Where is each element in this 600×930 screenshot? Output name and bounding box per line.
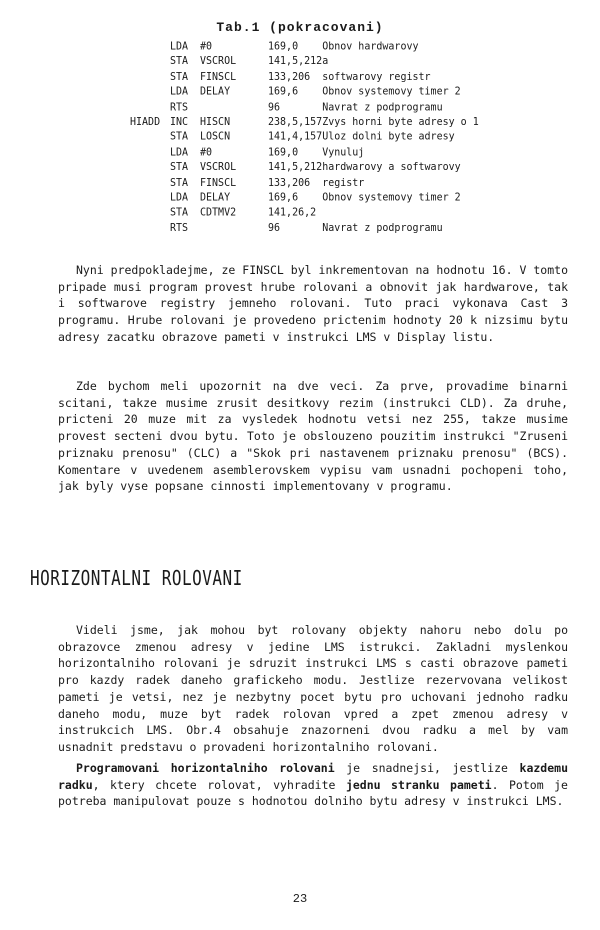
cell-opcode: STA [170, 207, 189, 219]
bold-phrase: jednu stranku pameti [345, 777, 492, 792]
section-heading: HORIZONTALNI ROLOVANI [30, 566, 243, 590]
paragraph-horizontal-programming [58, 760, 568, 810]
cell-operand [200, 222, 268, 237]
cell-opcode: RTS [170, 101, 189, 114]
cell-operand: FINSCL [200, 71, 237, 83]
listing-row [130, 55, 482, 70]
cell-operand: CDTMV2 [200, 207, 237, 219]
cell-comment: Obnov systemovy timer 2 [322, 86, 461, 98]
cell-opcode: STA [170, 177, 189, 189]
cell-comment: Navrat z podprogramu [322, 222, 443, 235]
cell-opcode: INC [170, 116, 189, 129]
cell-bytes: 133,206 [268, 71, 311, 83]
cell-bytes: 141,4,157 [268, 131, 323, 144]
cell-label [130, 70, 170, 85]
cell-comment: a [322, 56, 329, 68]
cell-bytes: 96 [268, 222, 281, 235]
listing-row [130, 70, 482, 85]
cell-label [130, 222, 170, 237]
cell-label [130, 101, 170, 116]
listing-row [130, 206, 482, 221]
cell-comment: Vynuluj [322, 146, 365, 159]
cell-comment: Obnov hardwarovy [322, 41, 419, 53]
paragraph-text: je snadnejsi, jestlize [334, 761, 520, 775]
cell-operand: #0 [200, 41, 213, 53]
table-title: Tab.1 (pokracovani) [216, 20, 384, 35]
cell-label [130, 85, 170, 100]
cell-opcode: RTS [170, 222, 189, 235]
cell-bytes: 169,0 [268, 41, 299, 53]
page-number: 23 [292, 892, 308, 906]
cell-bytes: 169,6 [268, 86, 299, 98]
cell-comment: Zvys horni byte adresy o 1 [322, 116, 479, 129]
paragraph-binary-addition [58, 378, 568, 495]
cell-bytes: 238,5,157 [268, 116, 323, 129]
listing-row [130, 222, 482, 237]
cell-comment: hardwarovy a softwarovy [322, 162, 461, 174]
listing-row [130, 146, 482, 161]
cell-label [130, 176, 170, 191]
cell-label [130, 191, 170, 206]
assembler-listing [130, 40, 482, 237]
cell-label [130, 146, 170, 161]
cell-comment: Navrat z podprogramu [322, 101, 443, 114]
cell-bytes: 96 [268, 101, 281, 114]
cell-operand: HISCN [200, 116, 231, 129]
listing-row [130, 116, 482, 131]
cell-label: HIADD [130, 116, 161, 129]
cell-opcode: STA [170, 162, 189, 174]
cell-operand: DELAY [200, 86, 231, 98]
cell-opcode: STA [170, 131, 189, 144]
listing-row [130, 161, 482, 176]
cell-label [130, 40, 170, 55]
listing-row [130, 85, 482, 100]
cell-operand: DELAY [200, 192, 231, 204]
cell-label [130, 161, 170, 176]
listing-row [130, 191, 482, 206]
bold-phrase: kazdemu radku [58, 761, 568, 792]
bold-phrase: Programovani horizontalniho rolovani [76, 761, 335, 775]
listing-row [130, 131, 482, 146]
cell-operand: FINSCL [200, 177, 237, 189]
listing-row [130, 176, 482, 191]
cell-label [130, 206, 170, 221]
paragraph-horizontal-intro [58, 622, 568, 756]
cell-opcode: LDA [170, 146, 189, 159]
cell-bytes: 141,5,212 [268, 56, 323, 68]
paragraph-text: Videli jsme, jak mohou byt rolovany objekty nahoru nebo dolu po obrazovce zmenou adresy v jedine LMS istrukci. Zakladni myslenkou horizontalniho rolovani je sdruzit instrukci LMS s casti obrazove pameti pro kazdy radek daneho grafickeho modu. Jestlize rezervovana velikost pameti je vetsi, nez je nezbytny pocet bytu pro uchovani jednoho radku daneho modu, muze byt radek rolovan vpred a zpet zmenou adresy v instrukcich LMS. Obr.4 obsahuje znazorneni dvou radku a mel by vam usnadnit predstavu o provadeni horizontalniho rolovani. [58, 623, 568, 754]
cell-operand: VSCROL [200, 56, 237, 68]
listing-row [130, 40, 482, 55]
cell-opcode: LDA [170, 86, 189, 98]
cell-opcode: STA [170, 71, 189, 83]
paragraph-text: Zde bychom meli upozornit na dve veci. Za prve, provadime binarni scitani, takze musime zrusit desitkovy rezim (instrukci CLD). Za druhe, pricteni 20 muze mit za vysledek hodnotu vetsi nez 255, takze musime provest secteni dvou bytu. Toto je obslouzeno pouzitim instrukci "Zruseni priznaku prenosu" (CLC) a "Skok pri nastavenem priznaku prenosu" (BCS). Komentare v uvedenem asemblerovskem vypisu vam usnadni pochopeni toho, jak byly vyse popsane cinnosti implementovany v programu. [58, 379, 568, 494]
cell-comment: Obnov systemovy timer 2 [322, 192, 461, 204]
listing-row [130, 101, 482, 116]
paragraph-text: Nyni predpokladejme, ze FINSCL byl inkrementovan na hodnotu 16. V tomto pripade musi program provest hrube rolovani a obnovit jak hardwarove, tak i softwarove registry jemneho rolovani. Tuto praci vykonava Cast 3 programu. Hrube rolovani je provedeno prictenim hodnoty 20 k nizsimu bytu adresy zacatku obrazove pameti v instrukci LMS v Display listu. [58, 263, 568, 344]
cell-bytes: 141,26,2 [268, 207, 317, 219]
cell-label [130, 131, 170, 146]
cell-comment [322, 206, 482, 221]
cell-operand: VSCROL [200, 162, 237, 174]
cell-bytes: 169,0 [268, 146, 299, 159]
cell-label [130, 55, 170, 70]
cell-bytes: 133,206 [268, 177, 311, 189]
cell-comment: Uloz dolni byte adresy [322, 131, 455, 144]
cell-bytes: 169,6 [268, 192, 299, 204]
paragraph-text: , ktery chcete rolovat, vyhradite [92, 777, 346, 792]
cell-opcode: LDA [170, 41, 189, 53]
paragraph-text: . Potom je potreba manipulovat pouze s hodnotou dolniho bytu adresy v instrukci LMS. [58, 777, 568, 809]
cell-operand [200, 101, 268, 116]
cell-bytes: 141,5,212 [268, 162, 323, 174]
cell-comment: softwarovy registr [322, 71, 431, 83]
cell-operand: #0 [200, 146, 213, 159]
cell-operand: LOSCN [200, 131, 231, 144]
cell-comment: registr [322, 177, 365, 189]
cell-opcode: STA [170, 56, 189, 68]
paragraph-fine-scroll [58, 262, 568, 346]
cell-opcode: LDA [170, 192, 189, 204]
